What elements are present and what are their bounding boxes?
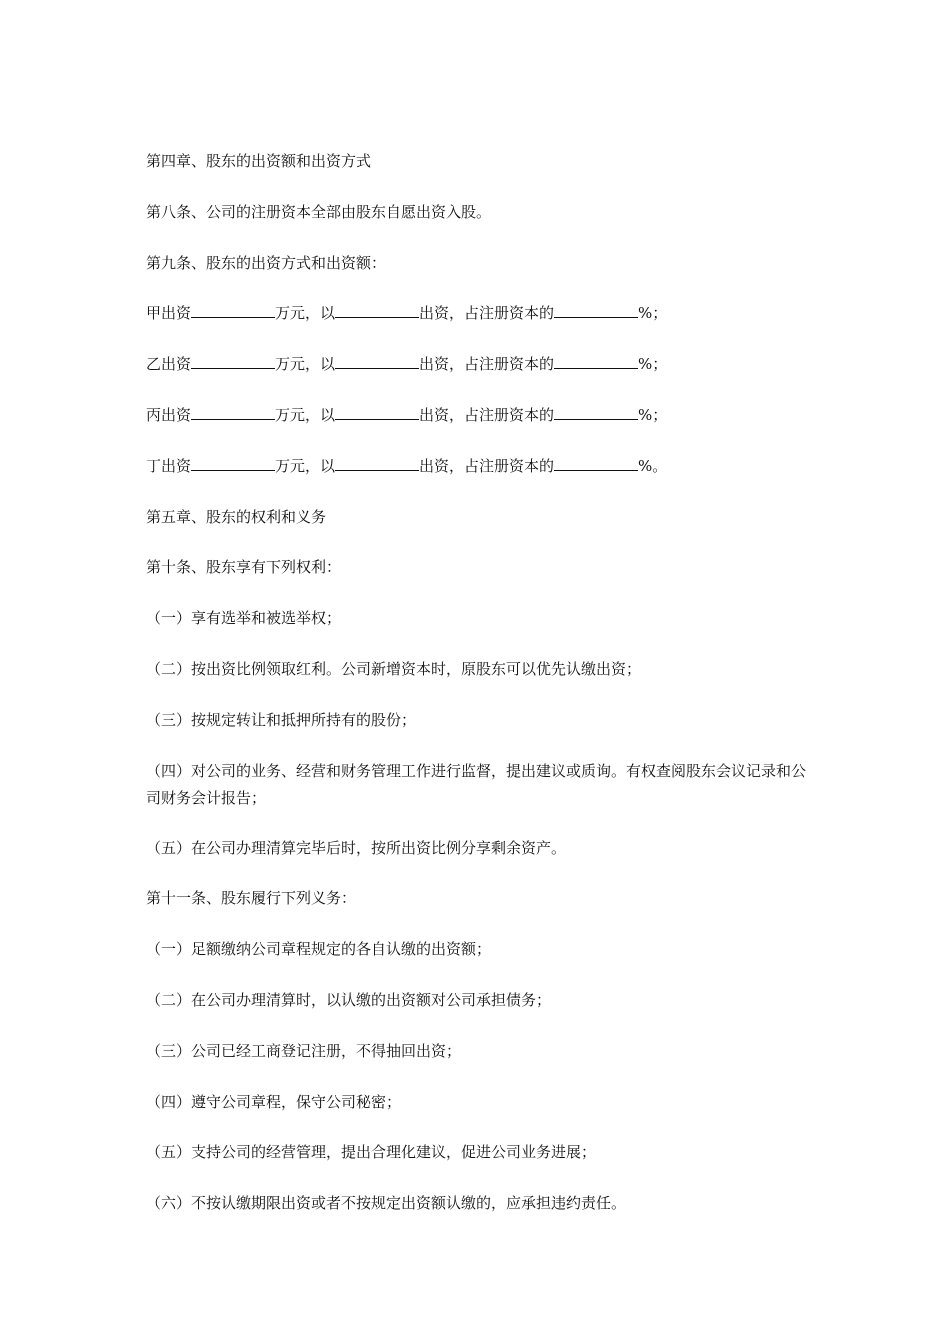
chapter-heading: 第四章、股东的出资额和出资方式: [146, 152, 372, 170]
article-text: 第九条、股东的出资方式和出资额：: [146, 253, 387, 272]
unit-text: 万元，以: [275, 405, 336, 424]
shareholder-line: [146, 300, 816, 327]
method-blank: [335, 302, 419, 318]
list-item: （六）不按认缴期限出资或者不按规定出资额认缴的，应承担违约责任。: [146, 1194, 627, 1213]
shareholder-name: 乙出资: [146, 355, 192, 374]
shareholder-line: [146, 453, 816, 480]
shareholder-name: 丙出资: [146, 405, 192, 424]
article-text: 第八条、公司的注册资本全部由股东自愿出资入股。: [146, 202, 492, 221]
list-item: （二）按出资比例领取红利。公司新增资本时，原股东可以优先认缴出资；: [146, 659, 642, 678]
shareholder-name: 甲出资: [146, 304, 192, 323]
list-item: （三）按规定转让和抵押所持有的股份；: [146, 710, 417, 729]
method-blank: [335, 455, 419, 471]
shareholder-line: [146, 402, 816, 429]
percent-blank: [554, 302, 638, 318]
shareholder-line: [146, 351, 816, 378]
chapter-heading: 第五章、股东的权利和义务: [146, 507, 327, 526]
mid-text: 出资，占注册资本的: [419, 456, 555, 475]
method-blank: [335, 404, 419, 420]
mid-text: 出资，占注册资本的: [419, 405, 555, 424]
end-text: %；: [638, 355, 668, 374]
list-item: （一）享有选举和被选举权；: [146, 609, 342, 628]
list-item: （三）公司已经工商登记注册，不得抽回出资；: [146, 1041, 462, 1060]
list-item: （五）支持公司的经营管理，提出合理化建议，促进公司业务进展；: [146, 1143, 597, 1162]
end-text: %。: [638, 456, 668, 475]
amount-blank: [191, 404, 275, 420]
amount-blank: [191, 455, 275, 471]
mid-text: 出资，占注册资本的: [419, 304, 555, 323]
percent-blank: [554, 455, 638, 471]
list-item: （四）对公司的业务、经营和财务管理工作进行监督，提出建议或质询。有权查阅股东会议记录和公司财务会计报告；: [146, 761, 807, 807]
unit-text: 万元，以: [275, 456, 336, 475]
percent-blank: [554, 404, 638, 420]
percent-blank: [554, 353, 638, 369]
list-item: （二）在公司办理清算时，以认缴的出资额对公司承担债务；: [146, 990, 552, 1009]
amount-blank: [191, 353, 275, 369]
method-blank: [335, 353, 419, 369]
shareholder-name: 丁出资: [146, 456, 192, 475]
list-item: （五）在公司办理清算完毕后时，按所出资比例分享剩余资产。: [146, 838, 567, 857]
end-text: %；: [638, 405, 668, 424]
article-text: 第十条、股东享有下列权利：: [146, 558, 342, 577]
amount-blank: [191, 302, 275, 318]
mid-text: 出资，占注册资本的: [419, 355, 555, 374]
article-text: 第十一条、股东履行下列义务：: [146, 889, 357, 908]
document-body: [146, 148, 816, 1241]
unit-text: 万元，以: [275, 304, 336, 323]
unit-text: 万元，以: [275, 355, 336, 374]
list-item: （一）足额缴纳公司章程规定的各自认缴的出资额；: [146, 940, 492, 959]
list-item: （四）遵守公司章程，保守公司秘密；: [146, 1092, 402, 1111]
end-text: %；: [638, 304, 668, 323]
